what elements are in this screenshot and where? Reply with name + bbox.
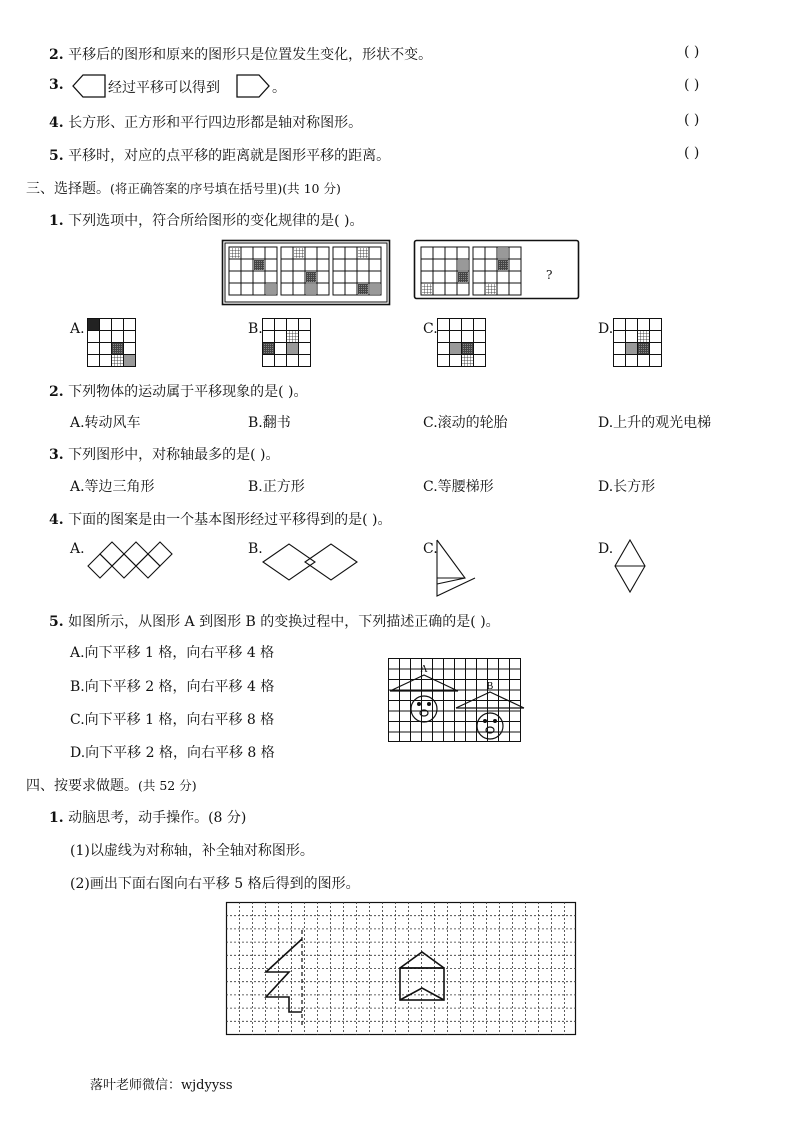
option-a-label[interactable]: A.	[70, 541, 85, 557]
option-d[interactable]: D.上升的观光电梯	[598, 415, 712, 431]
option-c-triangles-figure	[435, 538, 480, 598]
question-text: 下列图形中，对称轴最多的是( )。	[68, 447, 280, 463]
option-b-grid	[262, 318, 312, 368]
drawing-grid-figure[interactable]	[226, 902, 578, 1036]
option-d-grid	[613, 318, 663, 368]
question-number: 4.	[49, 115, 64, 131]
shape-a-label: A	[420, 664, 428, 675]
footer-contact: 落叶老师微信：wjdyyss	[90, 1078, 233, 1093]
option-d-label[interactable]: D.	[598, 541, 614, 557]
section-title: 四、按要求做题。	[26, 778, 138, 794]
option-d-double-triangle-figure	[614, 538, 648, 596]
translation-grid-figure	[388, 658, 524, 744]
option-d[interactable]: D.长方形	[598, 479, 656, 495]
answer-blank[interactable]: ( )	[684, 77, 700, 93]
task-q1	[49, 807, 246, 827]
option-a-diamond-chain-figure	[86, 540, 176, 580]
answer-blank[interactable]: ( )	[684, 112, 700, 128]
option-d[interactable]: D.向下平移 2 格，向右平移 8 格	[70, 745, 275, 761]
question-mark: ?	[546, 268, 553, 282]
question-number: 1.	[49, 213, 64, 229]
question-text: 平移时，对应的点平移的距离就是图形平移的距离。	[68, 148, 391, 164]
choice-q4	[49, 509, 391, 529]
shape-b-label: B	[486, 681, 494, 692]
choice-q1	[49, 210, 363, 230]
option-d-label[interactable]: D.	[598, 321, 614, 337]
section-3-heading	[26, 178, 341, 198]
option-c-grid	[437, 318, 487, 368]
question-text-end: 。	[272, 80, 286, 96]
judge-q5	[49, 145, 390, 165]
question-number: 5.	[49, 148, 64, 164]
question-number: 4.	[49, 512, 64, 528]
question-number: 3.	[49, 77, 64, 93]
section-4-heading	[26, 775, 197, 795]
choice-q2	[49, 381, 307, 401]
option-c[interactable]: C.滚动的轮胎	[423, 415, 508, 431]
option-c-label[interactable]: C.	[423, 541, 438, 557]
question-text: 动脑思考，动手操作。(8 分)	[68, 810, 247, 826]
option-c[interactable]: C.等腰梯形	[423, 479, 494, 495]
option-a-grid	[87, 318, 137, 368]
question-number: 3.	[49, 447, 64, 463]
option-b[interactable]: B.正方形	[248, 479, 305, 495]
option-b-rhombus-pair-figure	[262, 542, 362, 582]
option-b-label[interactable]: B.	[248, 321, 263, 337]
pentagon-right-figure	[236, 74, 272, 100]
pentagon-left-figure	[72, 74, 108, 100]
judge-q3	[49, 77, 64, 93]
section-score: (共 52 分)	[138, 778, 197, 793]
question-text: 下列物体的运动属于平移现象的是( )。	[68, 384, 308, 400]
question-text: 下面的图案是由一个基本图形经过平移得到的是( )。	[68, 512, 392, 528]
question-text: 平移后的图形和原来的图形只是位置发生变化，形状不变。	[68, 47, 433, 63]
option-c-label[interactable]: C.	[423, 321, 438, 337]
question-text: 如图所示，从图形 A 到图形 B 的变换过程中，下列描述正确的是( )。	[68, 614, 500, 630]
sub-question-1: (1)以虚线为对称轴，补全轴对称图形。	[70, 843, 314, 859]
option-b-label[interactable]: B.	[248, 541, 263, 557]
question-text: 长方形、正方形和平行四边形都是轴对称图形。	[68, 115, 363, 131]
option-a[interactable]: A.转动风车	[70, 415, 141, 431]
choice-q3	[49, 444, 279, 464]
option-b[interactable]: B.向下平移 2 格，向右平移 4 格	[70, 679, 275, 695]
question-number: 1.	[49, 810, 64, 826]
judge-q4	[49, 112, 362, 132]
question-number: 2.	[49, 47, 64, 63]
option-a[interactable]: A.向下平移 1 格，向右平移 4 格	[70, 645, 275, 661]
question-text: 下列选项中，符合所给图形的变化规律的是( )。	[68, 213, 364, 229]
answer-blank[interactable]: ( )	[684, 44, 700, 60]
choice-q5	[49, 611, 500, 631]
question-number: 5.	[49, 614, 64, 630]
pattern-sequence-figure	[222, 240, 582, 306]
sub-question-2: (2)画出下面右图向右平移 5 格后得到的图形。	[70, 876, 360, 892]
option-b[interactable]: B.翻书	[248, 415, 291, 431]
option-a[interactable]: A.等边三角形	[70, 479, 155, 495]
option-c[interactable]: C.向下平移 1 格，向右平移 8 格	[70, 712, 275, 728]
section-note: (将正确答案的序号填在括号里)(共 10 分)	[110, 181, 341, 196]
answer-blank[interactable]: ( )	[684, 145, 700, 161]
question-text: 经过平移可以得到	[108, 80, 220, 96]
question-number: 2.	[49, 384, 64, 400]
option-a-label[interactable]: A.	[70, 321, 85, 337]
judge-q2	[49, 44, 432, 64]
section-title: 三、选择题。	[26, 181, 110, 197]
